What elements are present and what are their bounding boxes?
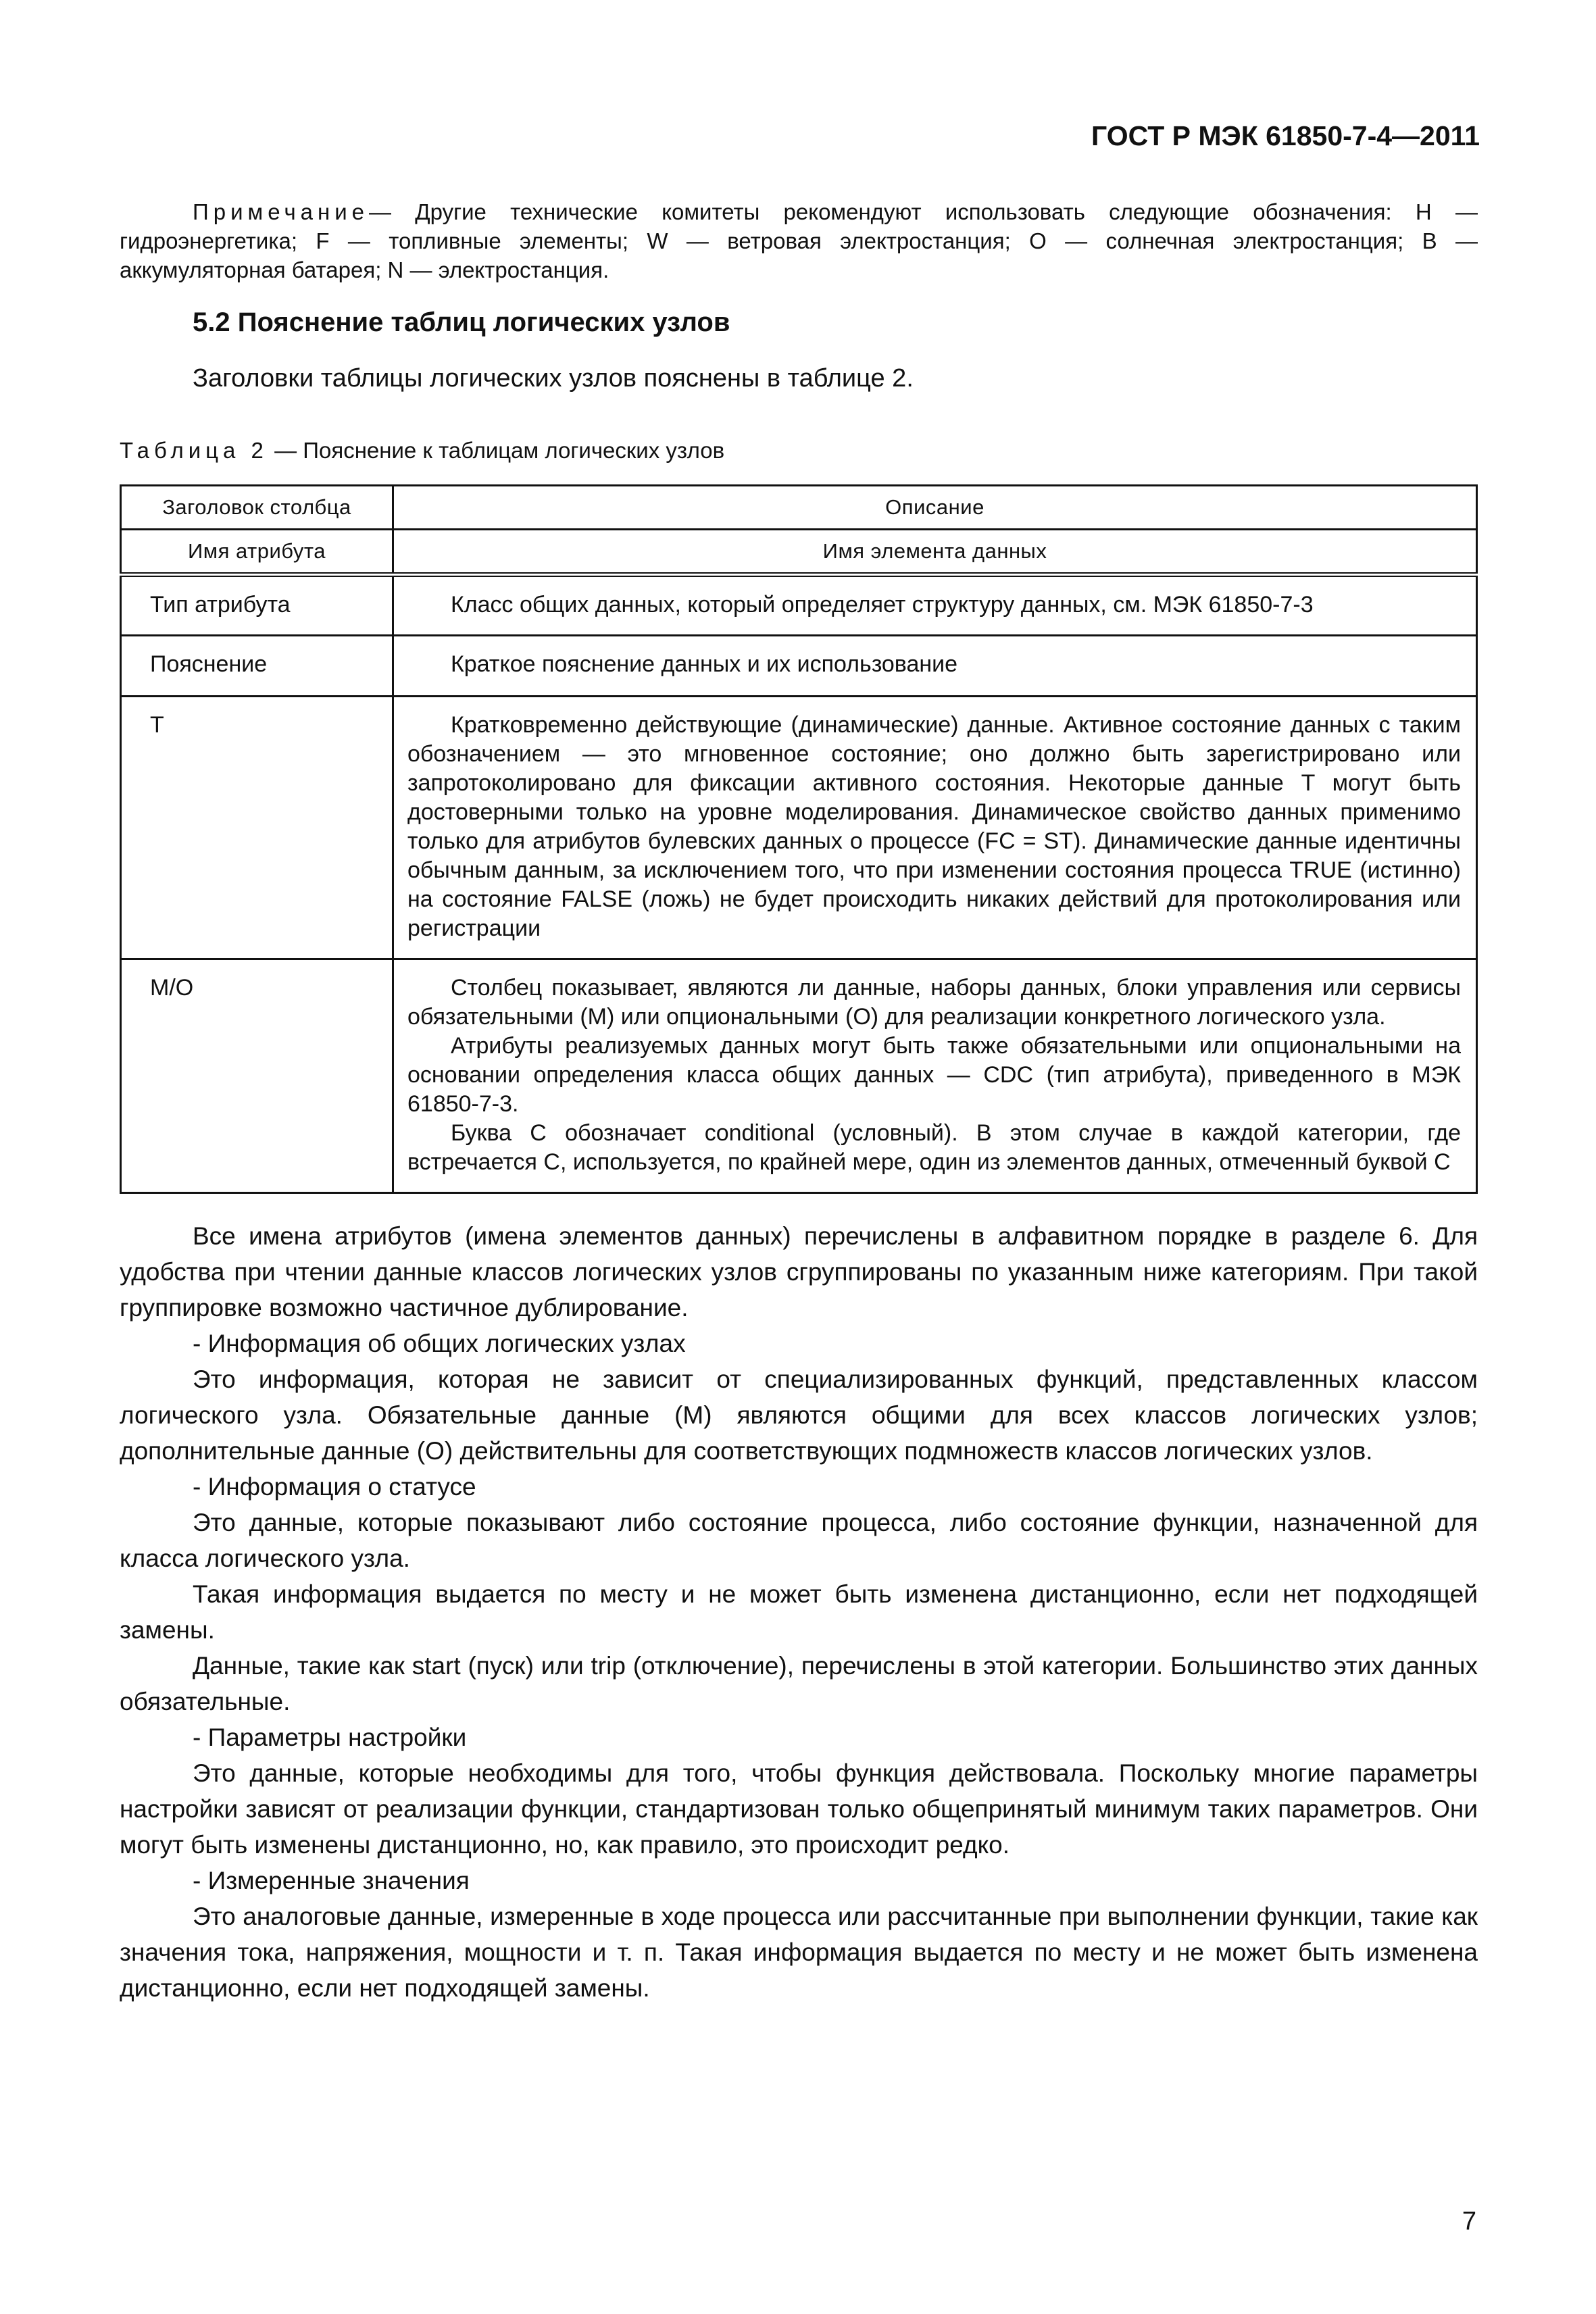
note-label: Примечание [193,199,370,224]
body-paragraph: Данные, такие как start (пуск) или trip (отключение), перечислены в этой категории. Большинство этих данных обязательные. [120,1652,1478,1715]
table-caption [120,436,1478,466]
table-row [121,697,1477,959]
row-desc-cell [393,636,1477,697]
section-title: 5.2 Пояснение таблиц логических узлов [193,307,730,337]
body-paragraph: Это аналоговые данные, измеренные в ходе процесса или рассчитанные при выполнении функции, такие как значения тока, напряжения, мощности и т. п. Такая информация выдается по месту и не может быть изменена дистанционно, если нет подходящей замены. [120,1903,1478,2002]
row-desc-cell [393,575,1477,636]
body-paragraph: Это информация, которая не зависит от специализированных функций, представленных классом логического узла. Обязательные данные (M) являются общими для всех классов логических узлов; дополнительные данные (O) действительны для соответствующих подмножеств классов логических узлов. [120,1365,1478,1465]
table-row [121,575,1477,636]
header-cell: Имя элемента данных [393,530,1477,575]
note-paragraph [120,197,1478,284]
body-paragraph: Все имена атрибутов (имена элементов данных) перечислены в алфавитном порядке в разделе 6. Для удобства при чтении данные классов логических узлов сгруппированы по указанным ниже категориям. При такой группировке возможно частичное дублирование. [120,1222,1478,1322]
page-content [120,197,1478,2006]
document-id-header: ГОСТ Р МЭК 61850-7-4—2011 [1091,120,1480,151]
page-number: 7 [1462,2207,1476,2236]
table-caption-text: — Пояснение к таблицам логических узлов [268,438,725,463]
row-desc-cell [393,697,1477,959]
body-paragraph: Такая информация выдается по месту и не может быть изменена дистанционно, если нет подходящей замены. [120,1580,1478,1644]
header-cell: Заголовок столбца [121,486,393,530]
section-intro: Заголовки таблицы логических узлов пояснены в таблице 2. [193,364,914,393]
body-paragraph: - Информация об общих логических узлах [193,1330,686,1357]
row-name-cell: Тип атрибута [121,575,393,636]
row-desc-paragraph: Столбец показывает, являются ли данные, наборы данных, блоки управления или сервисы обязательными (M) или опциональными (O) для реализации конкретного логического узла. [407,975,1461,1030]
body-text [120,1218,1478,2006]
body-paragraph: - Информация о статусе [193,1473,476,1501]
table-header-row [121,486,1477,530]
note-text: — Другие технические комитеты рекомендуют использовать следующие обозначения: H — гидроэнергетика; F — топливные элементы; W — ветровая электростанция; O — солнечная электростанция; B — аккумуляторная батарея; N — электростанция. [120,199,1478,282]
header-cell: Имя атрибута [121,530,393,575]
table-caption-label: Таблица 2 [120,438,268,463]
row-name-cell: M/O [121,959,393,1193]
row-name-cell: T [121,697,393,959]
row-desc-paragraph: Класс общих данных, который определяет структуру данных, см. МЭК 61850-7-3 [451,592,1314,618]
row-desc-paragraph: Атрибуты реализуемых данных могут быть также обязательными или опциональными на основании определения класса общих данных — CDC (тип атрибута), приведенного в МЭК 61850-7-3. [407,1033,1461,1117]
row-desc-cell [393,959,1477,1193]
row-name-cell: Пояснение [121,636,393,697]
logical-nodes-table [120,484,1478,1194]
body-paragraph: - Измеренные значения [193,1867,470,1894]
table-row [121,959,1477,1193]
body-paragraph: Это данные, которые необходимы для того, чтобы функция действовала. Поскольку многие параметры настройки зависят от реализации функции, стандартизован только общепринятый минимум таких параметров. Они могут быть изменены дистанционно, но, как правило, это происходит редко. [120,1759,1478,1859]
body-paragraph: Это данные, которые показывают либо состояние процесса, либо состояние функции, назначенной для класса логического узла. [120,1509,1478,1572]
row-desc-paragraph: Буква С обозначает conditional (условный). В этом случае в каждой категории, где встречается С, используется, по крайней мере, один из элементов данных, отмеченный буквой С [407,1120,1461,1175]
header-cell: Описание [393,486,1477,530]
row-desc-paragraph: Кратковременно действующие (динамические) данные. Активное состояние данных с таким обозначением — это мгновенное состояние; оно должно быть зарегистрировано или запротоколировано для фиксации активного состояния. Некоторые данные T могут быть достоверными только на уровне моделирования. Динамическое свойство данных применимо только для атрибутов булевских данных о процессе (FC = ST). Динамические данные идентичны обычным данным, за исключением того, что при изменении состояния процесса TRUE (истинно) на состояние FALSE (ложь) не будет происходить никаких действий для протоколирования или регистрации [407,712,1461,941]
row-desc-paragraph: Краткое пояснение данных и их использование [451,651,958,677]
body-paragraph: - Параметры настройки [193,1724,467,1751]
table-header-row [121,530,1477,575]
table-row [121,636,1477,697]
